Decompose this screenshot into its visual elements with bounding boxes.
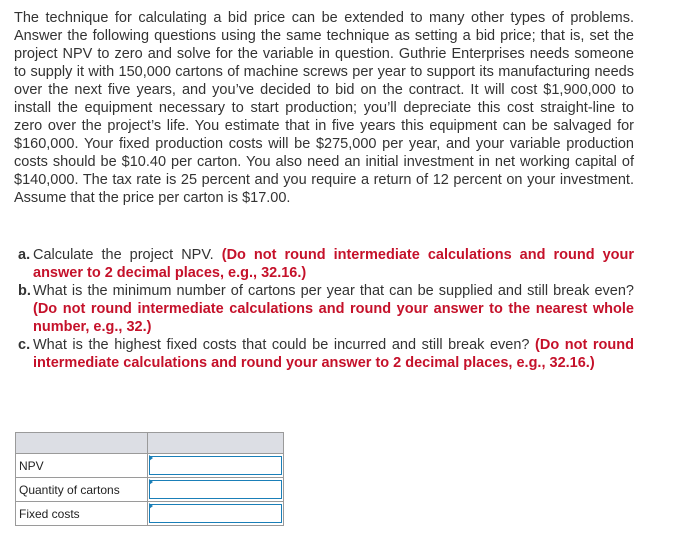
table-row-quantity [16,478,284,502]
question-instruction: (Do not round intermediate calculations and round your answer to 2 decimal places, e.g., 32.16.) [33,337,634,371]
answer-table [15,432,284,526]
fixed-costs-input[interactable] [149,504,282,523]
question-text: Calculate the project NPV. [33,247,222,263]
npv-cell [148,454,284,478]
question-b [18,282,634,336]
question-text: What is the minimum number of cartons per year that can be supplied and still break even? [33,283,634,299]
input-marker-icon [149,455,153,461]
npv-input[interactable] [149,456,282,475]
table-header-value [148,433,284,454]
fixed-costs-cell [148,502,284,526]
table-row-fixed-costs [16,502,284,526]
question-instruction: (Do not round intermediate calculations and round your answer to the nearest whole number, e.g., 32.) [33,301,634,335]
quantity-cell [148,478,284,502]
table-header-row [16,433,284,454]
fixed-costs-label: Fixed costs [16,502,148,526]
input-marker-icon [149,503,153,509]
question-a [18,246,634,282]
question-letter: c. [18,337,31,353]
quantity-input[interactable] [149,480,282,499]
question-letter: a. [18,247,31,263]
quantity-label: Quantity of cartons [16,478,148,502]
problem-statement: The technique for calculating a bid price can be extended to many other types of problems. Answer the following questions using the same technique as setting a bid price; that is, set the project NPV to zero and solve for the variable in question. Guthrie Enterprises needs someone to supply it with 150,000 cartons of machine screws per year to support its manufacturing needs over the next five years, and you’ve decided to bid on the contract. It will cost $1,900,000 to install the equipment necessary to start production; you’ll depreciate this cost straight-line to zero over the project’s life. You estimate that in five years this equipment can be salvaged for $160,000. Your fixed production costs will be $275,000 per year, and your variable production costs should be $10.40 per carton. You also need an initial investment in net working capital of $140,000. The tax rate is 25 percent and you require a return of 12 percent on your investment. Assume that the price per carton is $17.00. [14,10,634,206]
question-text: What is the highest fixed costs that could be incurred and still break even? [33,337,536,353]
question-list [18,246,634,372]
question-c [18,336,634,372]
table-row-npv [16,454,284,478]
question-instruction: (Do not round intermediate calculations and round your answer to 2 decimal places, e.g., 32.16.) [33,247,634,281]
npv-label: NPV [16,454,148,478]
question-letter: b. [18,283,31,299]
table-header-label [16,433,148,454]
input-marker-icon [149,479,153,485]
